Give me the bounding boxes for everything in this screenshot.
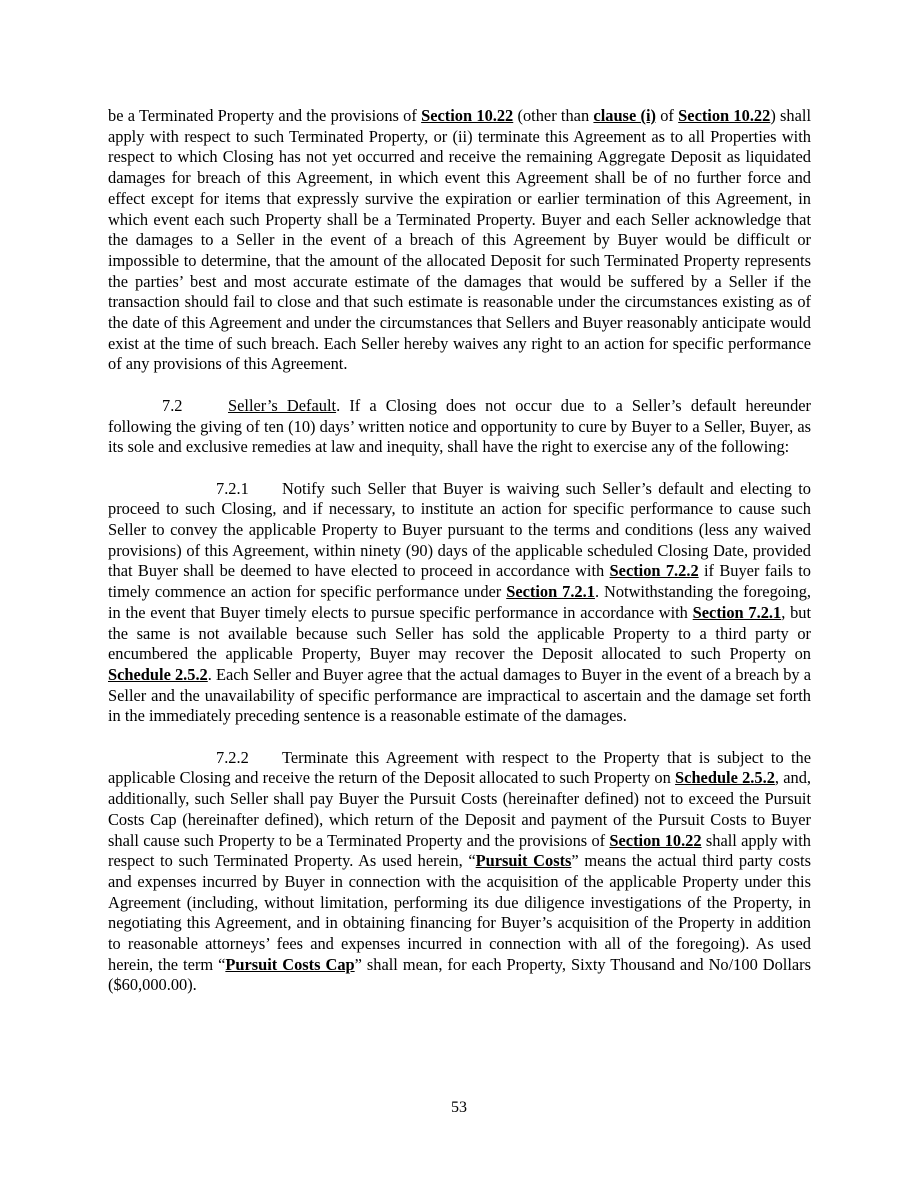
- paragraph: [108, 396, 811, 458]
- page-number: 53: [451, 1099, 467, 1116]
- document-body: [108, 106, 811, 996]
- section-number: 7.2.2: [216, 747, 249, 767]
- text-segment: if Buyer fails to timely commence an action for specific performance under: [108, 561, 811, 602]
- text-segment: (other than: [513, 106, 594, 125]
- cross-reference: Section 7.2.2: [609, 561, 699, 581]
- text-segment: shall apply with respect to such Terminated Property. As used herein, “: [108, 830, 811, 871]
- text-segment: be a Terminated Property and the provisions of: [108, 106, 422, 125]
- cross-reference: clause (i): [593, 106, 656, 125]
- text-segment: . Each Seller and Buyer agree that the actual damages to Buyer in the event of a breach by a Seller and the unavailability of specific performance are impractical to ascertain and the damage set forth in the immediately preceding sentence is a reasonable estimate of the damages.: [108, 664, 811, 726]
- cross-reference: Schedule 2.5.2: [675, 768, 775, 788]
- cross-reference: Schedule 2.5.2: [108, 664, 208, 684]
- cross-reference: Section 10.22: [421, 106, 514, 125]
- text-segment: ” shall mean, for each Property, Sixty Thousand and No/100 Dollars ($60,000.00).: [108, 954, 811, 995]
- text-segment: , and, additionally, such Seller shall pay Buyer the Pursuit Costs (hereinafter defined) not to exceed the Pursuit Costs Cap (hereinafter defined), which return of the Deposit and payment of the Pursuit Costs to Buyer shall cause such Property to be a Terminated Property and the provisions of: [108, 768, 811, 850]
- paragraph: [108, 106, 811, 375]
- text-segment: Terminate this Agreement with respect to the Property that is subject to the applicable Closing and receive the return of the Deposit allocated to such Property on: [108, 747, 811, 788]
- paragraph: [108, 748, 811, 996]
- text-segment: ” means the actual third party costs and expenses incurred by Buyer in connection with the acquisition of the applicable Property under this Agreement (including, without limitation, performing its due diligence investigations of the Property, in negotiating this Agreement, and in obtaining financing for Buyer’s acquisition of the Property in addition to reasonable attorneys’ fees and expenses incurred in connection with all of the foregoing). As used herein, the term “: [108, 851, 811, 974]
- section-number: 7.2.1: [216, 478, 249, 498]
- cross-reference: Section 7.2.1: [692, 602, 782, 622]
- cross-reference: Section 7.2.1: [506, 582, 595, 602]
- cross-reference: Pursuit Costs Cap: [225, 954, 355, 974]
- section-number: 7.2: [162, 395, 183, 415]
- cross-reference: Seller’s Default: [228, 395, 337, 415]
- paragraph: [108, 479, 811, 727]
- cross-reference: Pursuit Costs: [475, 851, 572, 871]
- text-segment: of: [655, 106, 679, 125]
- text-segment: ) shall apply with respect to such Terminated Property, or (ii) terminate this Agreement as to all Properties with respect to which Closing has not yet occurred and receive the remaining Aggregate Deposit as liquidated damages for breach of this Agreement, in which event this Agreement shall be of no further force and effect except for items that expressly survive the expiration or earlier termination of this Agreement, in which event each such Property shall be a Terminated Property. Buyer and each Seller acknowledge that the damages to a Seller in the event of a breach of this Agreement by Buyer would be difficult or impossible to determine, that the amount of the allocated Deposit for such Terminated Property represents the parties’ best and most accurate estimate of the damages that would be suffered by a Seller if the transaction should fail to close and that such estimate is reasonable under the circumstances existing as of the date of this Agreement and under the circumstances that Sellers and Buyer reasonably anticipate would exist at the time of such breach. Each Seller hereby waives any right to an action for specific performance of any provisions of this Agreement.: [108, 106, 811, 374]
- cross-reference: Section 10.22: [609, 830, 702, 850]
- text-segment: . Notwithstanding the foregoing, in the event that Buyer timely elects to pursue specific performance in accordance with: [108, 582, 811, 622]
- text-segment: , but the same is not available because such Seller has sold the applicable Property to a third party or encumbered the applicable Property, Buyer may recover the Deposit allocated to such Property on: [108, 602, 812, 664]
- text-segment: . If a Closing does not occur due to a Seller’s default hereunder following the giving of ten (10) days’ written notice and opportunity to cure by Buyer to a Seller, Buyer, as its sole and exclusive remedies at law and inequity, shall have the right to exercise any of the following:: [108, 395, 811, 457]
- cross-reference: Section 10.22: [678, 106, 771, 125]
- text-segment: Notify such Seller that Buyer is waiving such Seller’s default and electing to proceed to such Closing, and if necessary, to institute an action for specific performance to cause such Seller to convey the applicable Property to Buyer pursuant to the terms and conditions (less any waived provisions) of this Agreement, within ninety (90) days of the applicable scheduled Closing Date, provided that Buyer shall be deemed to have elected to proceed in accordance with: [108, 478, 811, 581]
